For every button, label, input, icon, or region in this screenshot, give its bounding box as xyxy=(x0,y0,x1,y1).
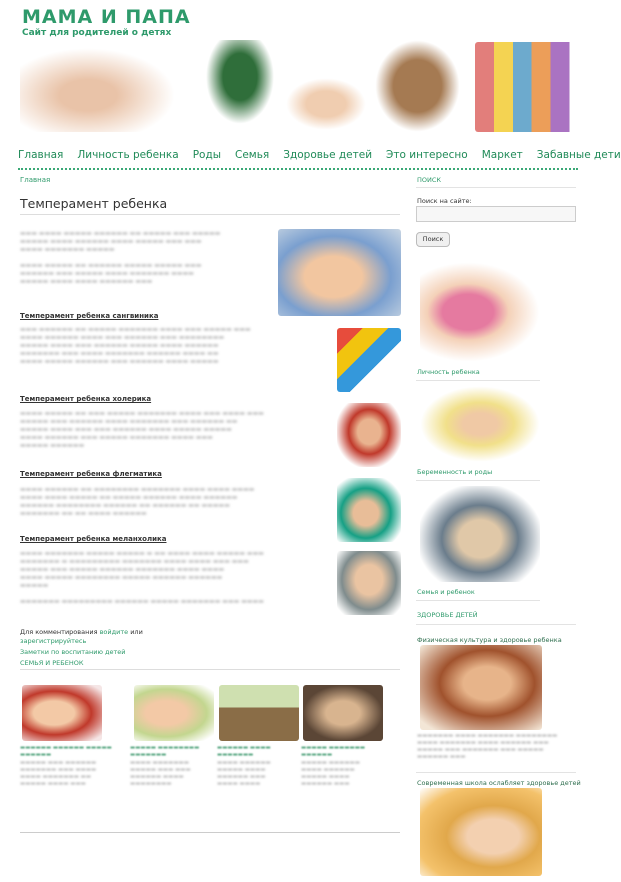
section-heading-choleric: Темперамент ребенка холерика xyxy=(20,395,152,403)
register-line xyxy=(20,637,86,645)
related-thumb-2[interactable] xyxy=(134,685,214,741)
search-input[interactable] xyxy=(416,206,576,222)
card-divider-2 xyxy=(416,480,540,481)
comment-prefix: Для комментирования xyxy=(20,628,98,636)
related-caption-4[interactable]: ▬▬▬▬▬ ▬▬▬▬▬▬▬ ▬▬▬▬▬▬ xyxy=(301,745,366,758)
health-divider xyxy=(416,772,576,773)
comment-prompt xyxy=(20,628,143,636)
search-heading: ПОИСК xyxy=(417,176,442,184)
section-text-melancholic: ▬▬▬▬ ▬▬▬▬▬▬▬ ▬▬▬▬▬ ▬▬▬▬▬ ▬ ▬▬ ▬▬▬▬ ▬▬▬▬ ▬▬▬▬▬ ▬▬▬ ▬▬▬▬▬▬▬ ▬ ▬▬▬▬▬▬▬▬▬ ▬▬▬▬▬▬▬ ▬▬▬▬ ▬▬▬▬ ▬▬▬ ▬▬▬ ▬▬▬▬▬ ▬▬▬ ▬▬▬▬▬ ▬▬▬▬▬▬ ▬▬▬▬▬▬▬ ▬▬▬▬ ▬▬▬▬ ▬▬▬▬ ▬▬▬▬▬ ▬▬▬▬▬▬▬▬ ▬▬▬▬▬ ▬▬▬▬▬▬ ▬▬▬▬▬▬ ▬▬▬▬▬ ▬▬▬▬▬▬▬ ▬▬▬▬▬▬▬▬▬ ▬▬▬▬▬▬ ▬▬▬▬▬ ▬▬▬▬▬▬▬ ▬▬▬ ▬▬▬▬ xyxy=(20,550,264,605)
nav-item-market[interactable]: Маркет xyxy=(481,149,523,161)
search-heading-divider xyxy=(416,187,576,188)
nav-item-family[interactable]: Семья xyxy=(235,149,270,161)
related-text-1: ▬▬▬▬▬ ▬▬▬ ▬▬▬▬▬▬ ▬▬▬▬▬▬▬ ▬▬▬ ▬▬▬▬ ▬▬▬▬ ▬▬▬▬▬▬▬ ▬▬ ▬▬▬▬▬ ▬▬▬▬ ▬▬▬ xyxy=(20,760,97,787)
section-heading-melancholic: Темперамент ребенка меланхолика xyxy=(20,535,167,543)
site-title[interactable]: МАМА И ПАПА xyxy=(22,6,191,28)
search-label: Поиск на сайте: xyxy=(417,197,472,205)
child-upside-down-photo xyxy=(337,403,401,467)
health-heading: ЗДОРОВЬЕ ДЕТЕЙ xyxy=(417,611,478,619)
category-link[interactable]: СЕМЬЯ И РЕБЕНОК xyxy=(20,659,84,667)
sidebar-card-pregnancy[interactable]: Беременность и роды xyxy=(417,468,493,476)
boy-smiling-photo xyxy=(278,229,401,316)
section-heading-phlegmatic: Темперамент ребенка флегматика xyxy=(20,470,162,478)
sidebar-card-family[interactable]: Семья и ребенок xyxy=(417,588,475,596)
notes-link[interactable]: Заметки по воспитанию детей xyxy=(20,648,126,656)
related-caption-3[interactable]: ▬▬▬▬▬▬ ▬▬▬▬ ▬▬▬▬▬▬▬ xyxy=(217,745,271,758)
section-text-sanguine: ▬▬▬ ▬▬▬▬▬▬ ▬▬ ▬▬▬▬▬ ▬▬▬▬▬▬▬ ▬▬▬▬ ▬▬▬ ▬▬▬▬▬ ▬▬▬ ▬▬▬▬ ▬▬▬▬▬▬ ▬▬▬▬ ▬▬▬ ▬▬▬▬▬▬ ▬▬▬ ▬▬▬▬▬▬▬▬ ▬▬▬▬▬ ▬▬▬▬ ▬▬▬ ▬▬▬▬▬▬ ▬▬▬▬▬ ▬▬▬▬ ▬▬▬▬▬▬ ▬▬▬▬▬▬▬ ▬▬▬ ▬▬▬▬ ▬▬▬▬▬▬▬ ▬▬▬▬▬▬ ▬▬▬▬ ▬▬ ▬▬▬▬ ▬▬▬▬▬ ▬▬▬▬▬▬ ▬▬▬ ▬▬▬▬▬▬ ▬▬▬▬ ▬▬▬▬▬ xyxy=(20,326,251,365)
related-caption-1[interactable]: ▬▬▬▬▬▬ ▬▬▬▬▬▬ ▬▬▬▬▬ ▬▬▬▬▬▬ xyxy=(20,745,112,758)
comment-or: или xyxy=(130,628,143,636)
child-blocks-photo xyxy=(337,328,401,392)
nav-item-interesting[interactable]: Это интересно xyxy=(386,149,468,161)
teddy-photo xyxy=(375,40,460,132)
nav-item-birth[interactable]: Роды xyxy=(192,149,222,161)
page-title: Темперамент ребенка xyxy=(20,196,168,211)
login-link[interactable]: войдите xyxy=(99,628,129,636)
nav-divider xyxy=(18,168,578,170)
related-divider xyxy=(20,832,400,833)
kids-reading-photo xyxy=(475,42,580,132)
category-divider xyxy=(20,669,400,670)
breadcrumb[interactable]: Главная xyxy=(20,176,51,184)
title-divider xyxy=(20,214,400,215)
related-caption-2[interactable]: ▬▬▬▬▬ ▬▬▬▬▬▬▬▬ ▬▬▬▬▬▬▬ xyxy=(130,745,200,758)
card-divider-3 xyxy=(416,600,540,601)
register-link[interactable]: зарегистрируйтесь xyxy=(20,637,87,645)
related-thumb-1[interactable] xyxy=(22,685,102,741)
article-intro-text: ▬▬▬ ▬▬▬▬ ▬▬▬▬▬ ▬▬▬▬▬▬ ▬▬ ▬▬▬▬▬ ▬▬▬ ▬▬▬▬▬ ▬▬▬▬▬ ▬▬▬▬ ▬▬▬▬▬▬ ▬▬▬▬ ▬▬▬▬▬ ▬▬▬ ▬▬▬ ▬▬▬▬ ▬▬▬▬▬▬▬ ▬▬▬▬▬ ▬▬▬▬ ▬▬▬▬▬ ▬▬ ▬▬▬▬▬▬ ▬▬▬▬▬ ▬▬▬▬▬ ▬▬▬ ▬▬▬▬▬▬ ▬▬▬ ▬▬▬▬▬ ▬▬▬▬ ▬▬▬▬▬▬▬ ▬▬▬▬ ▬▬▬▬▬ ▬▬▬▬ ▬▬▬▬ ▬▬▬▬▬▬ ▬▬▬ xyxy=(20,230,221,285)
health-heading-divider xyxy=(416,624,576,625)
baby-photo xyxy=(286,78,366,130)
site-subtitle: Сайт для родителей о детях xyxy=(22,28,172,38)
pregnant-woman-photo[interactable] xyxy=(420,386,540,462)
nav-item-funny-kids[interactable]: Забавные дети xyxy=(536,149,621,161)
family-sofa-photo[interactable] xyxy=(420,486,540,582)
section-text-choleric: ▬▬▬▬ ▬▬▬▬▬ ▬▬ ▬▬▬ ▬▬▬▬▬ ▬▬▬▬▬▬▬ ▬▬▬▬ ▬▬▬ ▬▬▬▬ ▬▬▬ ▬▬▬▬▬ ▬▬▬ ▬▬▬▬▬▬ ▬▬▬▬ ▬▬▬▬▬▬▬ ▬▬▬ ▬▬▬▬▬▬ ▬▬ ▬▬▬▬▬ ▬▬▬▬ ▬▬▬ ▬▬▬ ▬▬▬▬▬▬ ▬▬▬▬ ▬▬▬▬▬ ▬▬▬▬▬ ▬▬▬▬ ▬▬▬▬▬▬ ▬▬▬ ▬▬▬▬▬ ▬▬▬▬▬▬▬ ▬▬▬▬ ▬▬▬ ▬▬▬▬▬ ▬▬▬▬▬▬ xyxy=(20,410,264,449)
health-item-sport-title[interactable]: Физическая культура и здоровье ребенка xyxy=(417,636,562,644)
related-text-3: ▬▬▬▬ ▬▬▬▬▬▬ ▬▬▬▬▬ ▬▬▬▬ ▬▬▬▬▬▬ ▬▬▬ ▬▬▬▬ ▬▬▬▬ xyxy=(217,760,271,787)
dad-child-photo[interactable] xyxy=(420,645,542,730)
related-text-2: ▬▬▬▬ ▬▬▬▬▬▬▬ ▬▬▬▬▬ ▬▬▬ ▬▬▬ ▬▬▬▬▬▬ ▬▬▬▬ ▬▬▬▬▬▬▬▬ xyxy=(130,760,191,787)
sidebar-card-personality[interactable]: Личность ребенка xyxy=(417,368,480,376)
header-banner xyxy=(20,38,580,136)
nav-item-home[interactable]: Главная xyxy=(18,149,64,161)
health-item-school-title[interactable]: Современная школа ослабляет здоровье детей xyxy=(417,779,581,787)
search-button[interactable]: Поиск xyxy=(416,232,450,247)
girl-with-doll-photo[interactable] xyxy=(420,262,540,362)
related-thumb-4[interactable] xyxy=(303,685,383,741)
nav-item-child-personality[interactable]: Личность ребенка xyxy=(77,149,179,161)
sad-boy-photo xyxy=(337,551,401,615)
family-photo xyxy=(20,40,190,132)
section-text-phlegmatic: ▬▬▬▬ ▬▬▬▬▬▬ ▬▬ ▬▬▬▬▬▬▬▬ ▬▬▬▬▬▬▬ ▬▬▬▬ ▬▬▬▬ ▬▬▬▬ ▬▬▬▬ ▬▬▬▬ ▬▬▬▬▬ ▬▬ ▬▬▬▬▬ ▬▬▬▬▬▬ ▬▬▬▬ ▬▬▬▬▬▬ ▬▬▬▬▬▬ ▬▬▬▬▬▬▬▬ ▬▬▬▬▬▬ ▬▬ ▬▬▬▬▬▬ ▬▬ ▬▬▬▬▬ ▬▬▬▬▬▬▬ ▬▬ ▬▬ ▬▬▬▬ ▬▬▬▬▬▬ xyxy=(20,486,255,517)
nav-item-child-health[interactable]: Здоровье детей xyxy=(283,149,373,161)
health-item-sport-text: ▬▬▬▬▬▬▬ ▬▬▬▬ ▬▬▬▬▬▬▬ ▬▬▬▬▬▬▬▬ ▬▬▬▬ ▬▬▬▬▬▬▬ ▬▬▬▬ ▬▬▬▬▬▬ ▬▬▬ ▬▬▬▬▬ ▬▬▬ ▬▬▬▬▬▬▬ ▬▬▬ ▬▬▬▬▬ ▬▬▬▬▬▬ ▬▬▬ xyxy=(417,733,558,760)
stroller-photo xyxy=(200,40,280,132)
related-thumb-3[interactable] xyxy=(219,685,299,741)
main-nav xyxy=(18,149,621,167)
card-divider-1 xyxy=(416,380,540,381)
related-text-4: ▬▬▬▬▬ ▬▬▬▬▬▬ ▬▬▬▬ ▬▬▬▬▬▬ ▬▬▬▬▬ ▬▬▬▬ ▬▬▬▬▬▬ ▬▬▬ xyxy=(301,760,360,787)
section-heading-sanguine: Темперамент ребенка сангвиника xyxy=(20,312,159,320)
girl-writing-photo[interactable] xyxy=(420,788,542,876)
child-lying-photo xyxy=(337,478,401,542)
